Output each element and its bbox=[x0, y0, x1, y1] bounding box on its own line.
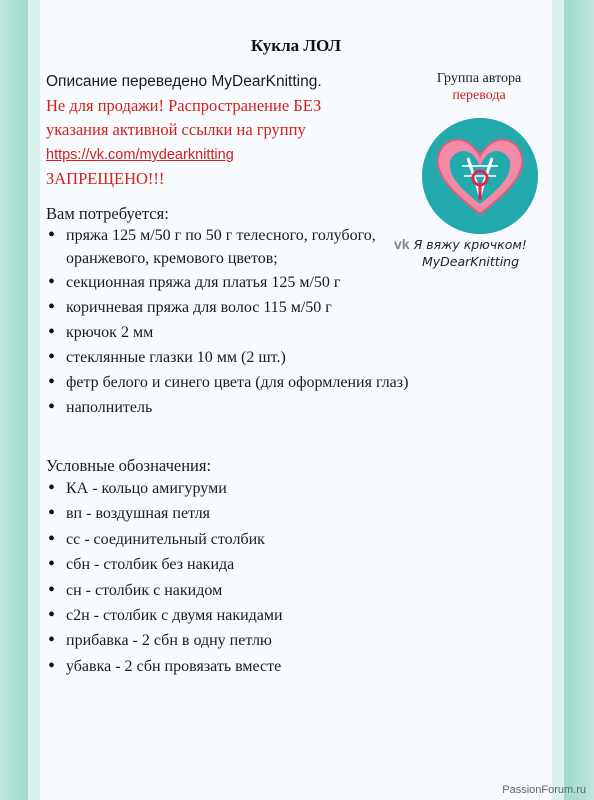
list-item: • сс - соединительный столбик bbox=[46, 527, 446, 552]
materials-list bbox=[46, 224, 446, 420]
brand-name: MyDearKnitting bbox=[422, 254, 520, 269]
page-title: Кукла ЛОЛ bbox=[250, 36, 342, 55]
intro-block bbox=[46, 70, 396, 191]
list-item: • с2н - столбик с двумя накидами bbox=[46, 603, 446, 628]
list-item: • сн - столбик с накидом bbox=[46, 578, 446, 603]
group-caption bbox=[414, 70, 544, 104]
list-item: • наполнитель bbox=[46, 395, 446, 420]
list-item: • вп - воздушная петля bbox=[46, 501, 446, 526]
legend-heading: Условные обозначения: bbox=[46, 456, 212, 475]
left-border-stripe-light bbox=[28, 0, 40, 800]
right-border-stripe bbox=[564, 0, 594, 800]
legend-section bbox=[46, 456, 446, 679]
intro-not-for-sale: Не для продажи! Распространение БЕЗ bbox=[46, 96, 322, 115]
left-border-stripe bbox=[0, 0, 28, 800]
watermark: PassionForum.ru bbox=[502, 784, 586, 796]
list-item: • убавка - 2 сбн провязать вместе bbox=[46, 654, 446, 679]
list-item: • коричневая пряжа для волос 115 м/50 г bbox=[46, 295, 446, 320]
materials-heading: Вам потребуется: bbox=[46, 204, 169, 223]
list-item: • секционная пряжа для платья 125 м/50 г bbox=[46, 270, 446, 295]
brand-slogan: Я вяжу крючком! bbox=[413, 237, 527, 252]
group-caption-line2: перевода bbox=[452, 88, 506, 103]
intro-forbidden: ЗАПРЕЩЕНО!!! bbox=[46, 169, 165, 188]
legend-list bbox=[46, 476, 446, 679]
intro-translated-by: Описание переведено MyDearKnitting. bbox=[46, 73, 322, 90]
list-item: • фетр белого и синего цвета (для оформления глаз) bbox=[46, 370, 446, 395]
list-item: • сбн - столбик без накида bbox=[46, 552, 446, 577]
right-border-stripe-light bbox=[552, 0, 564, 800]
intro-link-required: указания активной ссылки на группу bbox=[46, 120, 306, 139]
vk-logo-icon: vk bbox=[394, 236, 410, 252]
materials-section bbox=[46, 204, 446, 420]
list-item: • прибавка - 2 сбн в одну петлю bbox=[46, 628, 446, 653]
group-link[interactable]: https://vk.com/mydearknitting bbox=[46, 147, 234, 163]
list-item: • крючок 2 мм bbox=[46, 320, 446, 345]
list-item: • пряжа 125 м/50 г по 50 г телесного, голубого, оранжевого, кремового цветов; bbox=[46, 224, 386, 270]
list-item: • стеклянные глазки 10 мм (2 шт.) bbox=[46, 345, 446, 370]
document-page bbox=[40, 0, 552, 800]
list-item: • КА - кольцо амигуруми bbox=[46, 476, 446, 501]
group-caption-line1: Группа автора bbox=[436, 71, 522, 86]
